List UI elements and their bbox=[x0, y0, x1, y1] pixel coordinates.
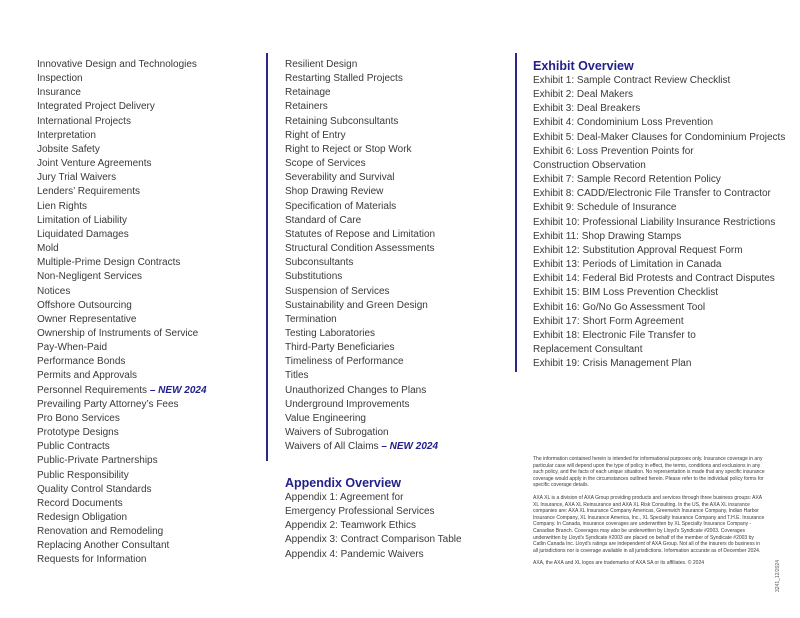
topic-item: Shop Drawing Review bbox=[285, 186, 384, 198]
topic-label: Waivers of All Claims bbox=[285, 441, 379, 453]
topic-item: Redesign Obligation bbox=[37, 512, 128, 523]
topic-item: Mold bbox=[37, 243, 59, 255]
topic-item: Subconsultants bbox=[285, 257, 354, 269]
topic-item: Timeliness of Performance bbox=[285, 356, 404, 368]
topic-item: Substitutions bbox=[285, 271, 343, 283]
appendix-item: Appendix 1: Agreement for bbox=[285, 492, 404, 503]
topic-item: Termination bbox=[285, 313, 337, 325]
topic-item: Limitation of Liability bbox=[37, 214, 128, 226]
column-divider-1 bbox=[266, 53, 268, 461]
topic-item: Renovation and Remodeling bbox=[37, 526, 164, 538]
exhibit-item: Exhibit 10: Professional Liability Insurance Restrictions bbox=[533, 216, 776, 228]
topic-item: Unauthorized Changes to Plans bbox=[285, 384, 427, 396]
exhibit-item: Exhibit 9: Schedule of Insurance bbox=[533, 202, 677, 214]
topic-item: Lien Rights bbox=[37, 200, 88, 212]
topic-item: Quality Control Standards bbox=[37, 483, 152, 495]
topic-item: Third-Party Beneficiaries bbox=[285, 342, 395, 354]
topic-item: Statutes of Repose and Limitation bbox=[285, 228, 436, 240]
topic-item: Public Contracts bbox=[37, 441, 110, 453]
topic-item: Underground Improvements bbox=[285, 398, 410, 410]
topic-item: Pay-When-Paid bbox=[37, 342, 108, 354]
exhibit-item: Exhibit 4: Condominium Loss Prevention bbox=[533, 117, 714, 129]
topic-item: Retaining Subconsultants bbox=[285, 115, 399, 127]
exhibit-item: Replacement Consultant bbox=[533, 343, 643, 355]
exhibit-item: Exhibit 6: Loss Prevention Points for bbox=[533, 145, 694, 157]
exhibit-item: Exhibit 2: Deal Makers bbox=[533, 89, 634, 101]
exhibit-item: Exhibit 18: Electronic File Transfer to bbox=[533, 329, 696, 341]
topic-item: Insurance bbox=[37, 87, 81, 99]
topic-item: Right of Entry bbox=[285, 129, 346, 141]
exhibit-heading: Exhibit Overview bbox=[533, 59, 634, 73]
topic-item: Inspection bbox=[37, 73, 83, 85]
topic-item: Multiple-Prime Design Contracts bbox=[37, 257, 181, 269]
topic-item: Prevailing Party Attorney’s Fees bbox=[37, 398, 179, 410]
topic-item: Waivers of Subrogation bbox=[285, 427, 389, 439]
topic-item: Prototype Designs bbox=[37, 427, 119, 439]
trademark-notice: AXA, the AXA and XL logos are trademarks of AXA SA or its affiliates. © 2024 bbox=[533, 560, 705, 567]
exhibit-item: Exhibit 19: Crisis Management Plan bbox=[533, 358, 692, 370]
exhibit-item: Exhibit 16: Go/No Go Assessment Tool bbox=[533, 301, 706, 313]
exhibit-item: Exhibit 12: Substitution Approval Request Form bbox=[533, 244, 743, 256]
topic-item: Structural Condition Assessments bbox=[285, 243, 435, 255]
topic-item: Restarting Stalled Projects bbox=[285, 73, 403, 85]
exhibit-overview bbox=[533, 58, 786, 371]
topic-item-new bbox=[37, 384, 262, 398]
topic-item: Sustainability and Green Design bbox=[285, 299, 428, 311]
legal-disclaimer bbox=[533, 456, 765, 573]
topic-item: Notices bbox=[37, 285, 71, 297]
exhibit-item: Exhibit 15: BIM Loss Prevention Checklist bbox=[533, 287, 719, 299]
new-2024-tag: – NEW 2024 bbox=[378, 441, 439, 453]
topic-item: Lenders’ Requirements bbox=[37, 186, 141, 198]
topic-item-new bbox=[285, 440, 510, 454]
topic-item: Non-Negligent Services bbox=[37, 271, 143, 283]
exhibit-item: Exhibit 14: Federal Bid Protests and Contract Disputes bbox=[533, 273, 775, 285]
topic-item: Replacing Another Consultant bbox=[37, 540, 170, 552]
exhibit-item: Exhibit 7: Sample Record Retention Policy bbox=[533, 174, 721, 186]
topic-item: Jury Trial Waivers bbox=[37, 172, 117, 184]
topic-item: Value Engineering bbox=[285, 412, 366, 424]
exhibit-item: Exhibit 8: CADD/Electronic File Transfer to Contractor bbox=[533, 188, 771, 200]
topic-item: Resilient Design bbox=[285, 59, 358, 70]
exhibit-item: Exhibit 13: Periods of Limitation in Canada bbox=[533, 259, 722, 271]
topic-item: Titles bbox=[285, 370, 309, 382]
topic-item: Interpretation bbox=[37, 129, 96, 141]
appendix-overview bbox=[285, 475, 510, 562]
topic-item: Specification of Materials bbox=[285, 200, 397, 212]
topic-item: Offshore Outsourcing bbox=[37, 299, 132, 311]
topic-item: Permits and Approvals bbox=[37, 370, 138, 382]
topic-item: Requests for Information bbox=[37, 554, 147, 566]
exhibit-item: Construction Observation bbox=[533, 159, 646, 171]
appendix-item: Emergency Professional Services bbox=[285, 506, 435, 518]
topic-list-column-2 bbox=[285, 58, 510, 454]
topic-item: Jobsite Safety bbox=[37, 143, 100, 155]
topic-item: Innovative Design and Technologies bbox=[37, 59, 197, 70]
appendix-heading: Appendix Overview bbox=[285, 476, 402, 490]
topic-item: International Projects bbox=[37, 115, 131, 127]
topic-item: Standard of Care bbox=[285, 214, 362, 226]
exhibit-item: Exhibit 3: Deal Breakers bbox=[533, 103, 641, 115]
topic-item: Performance Bonds bbox=[37, 356, 126, 368]
column-divider-2 bbox=[515, 53, 517, 372]
disclaimer-paragraph: The information contained herein is intended for informational purposes only. Insurance coverage in any particular case will depend upon the type of policy in effect, the terms, conditions and exclusions in any such policy, and the facts of each unique situation. No representation is made that any specific insurance coverage would apply in the circumstances outlined herein. Please refer to the individual policy forms for specific coverage details. bbox=[533, 456, 765, 489]
topic-item: Owner Representative bbox=[37, 313, 137, 325]
appendix-item: Appendix 3: Contract Comparison Table bbox=[285, 534, 462, 546]
appendix-item: Appendix 4: Pandemic Waivers bbox=[285, 548, 424, 560]
topic-list-column-1 bbox=[37, 58, 262, 568]
topic-item: Severability and Survival bbox=[285, 172, 395, 184]
topic-item: Suspension of Services bbox=[285, 285, 390, 297]
topic-item: Scope of Services bbox=[285, 158, 366, 170]
exhibit-item: Exhibit 17: Short Form Agreement bbox=[533, 315, 684, 327]
topic-item: Liquidated Damages bbox=[37, 228, 129, 240]
topic-item: Record Documents bbox=[37, 497, 123, 509]
topic-item: Public-Private Partnerships bbox=[37, 455, 158, 467]
topic-item: Ownership of Instruments of Service bbox=[37, 327, 199, 339]
topic-item: Public Responsibility bbox=[37, 469, 129, 481]
exhibit-item: Exhibit 11: Shop Drawing Stamps bbox=[533, 230, 682, 242]
topic-item: Retainage bbox=[285, 87, 331, 99]
topic-item: Pro Bono Services bbox=[37, 412, 120, 424]
topic-label: Personnel Requirements bbox=[37, 384, 148, 396]
topic-item: Retainers bbox=[285, 101, 328, 113]
topic-item: Integrated Project Delivery bbox=[37, 101, 155, 113]
new-2024-tag: – NEW 2024 bbox=[147, 384, 207, 396]
topic-item: Joint Venture Agreements bbox=[37, 158, 152, 170]
document-code: 3241_12/2024 bbox=[775, 560, 781, 592]
exhibit-item: Exhibit 5: Deal-Maker Clauses for Condominium Projects bbox=[533, 131, 786, 143]
exhibit-item: Exhibit 1: Sample Contract Review Checklist bbox=[533, 75, 731, 86]
appendix-item: Appendix 2: Teamwork Ethics bbox=[285, 520, 416, 532]
topic-item: Testing Laboratories bbox=[285, 327, 376, 339]
topic-item: Right to Reject or Stop Work bbox=[285, 143, 412, 155]
disclaimer-paragraph: AXA XL is a division of AXA Group providing products and services through three business groups: AXA XL Insurance, AXA XL Reinsurance and AXA XL Risk Consulting. In the US, the AXA XL insurance companies are: AXA XL Insurance Company Americas, Greenwich Insurance Company, Indian Harbor Insurance Company, XL Insurance America, Inc., XL Specialty Insurance Company and T.H.E. Insurance Company. In Canada, insurance coverages are underwritten by XL Specialty Insurance Company - Canadian Branch. Coverages may also be underwritten by Lloyd’s Syndicate #2003. Coverages underwritten by Lloyd’s Syndicate #2003 are placed on behalf of the member of Syndicate #2003 by Catlin Canada Inc. Lloyd’s ratings are independent of AXA Group. Not all of the insurers do business in all jurisdictions nor is coverage available in all jurisdictions. Information accurate as of December 2024. bbox=[533, 494, 765, 554]
